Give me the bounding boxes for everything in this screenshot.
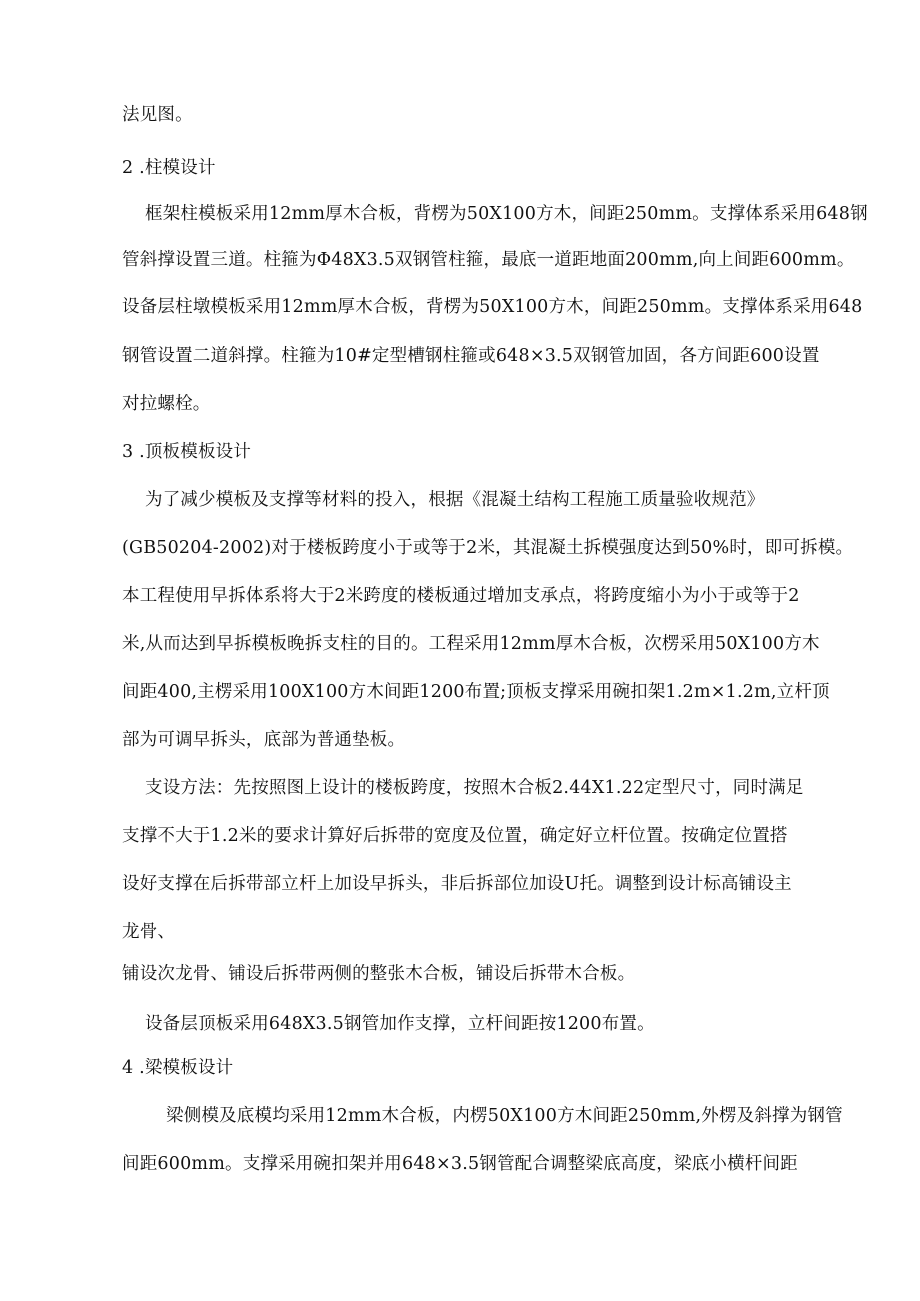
paragraph-line: 支撑不大于1.2米的要求计算好后拆带的宽度及位置，确定好立杆位置。按确定位置搭 bbox=[122, 826, 788, 846]
paragraph-line: 米,从而达到早拆模板晚拆支柱的目的。工程采用12mm厚木合板，次楞采用50X100方木 bbox=[122, 634, 820, 654]
section-heading-beam-formwork: 4 .梁模板设计 bbox=[122, 1058, 234, 1078]
paragraph-line: 支设方法：先按照图上设计的楼板跨度，按照木合板2.44X1.22定型尺寸，同时满足 bbox=[145, 778, 804, 798]
paragraph-line: 对拉螺栓。 bbox=[122, 394, 211, 414]
paragraph-line: 框架柱模板采用12mm厚木合板，背楞为50X100方木，间距250mm。支撑体系采用648钢 bbox=[145, 204, 868, 224]
paragraph-line: 管斜撑设置三道。柱箍为Φ48X3.5双钢管柱箍，最底一道距地面200mm,向上间距600mm。 bbox=[122, 250, 855, 270]
paragraph-line: 本工程使用早拆体系将大于2米跨度的楼板通过增加支承点，将跨度缩小为小于或等于2 bbox=[122, 586, 800, 606]
paragraph-line: 钢管设置二道斜撑。柱箍为10#定型槽钢柱箍或648×3.5双钢管加固，各方间距600设置 bbox=[122, 346, 820, 366]
paragraph-line: (GB50204-2002)对于楼板跨度小于或等于2米，其混凝土拆模强度达到50%时，即可拆模。 bbox=[122, 538, 854, 558]
paragraph-line: 为了减少模板及支撑等材料的投入，根据《混凝土结构工程施工质量验收规范》 bbox=[145, 490, 765, 510]
paragraph-line: 设好支撑在后拆带部立杆上加设早拆头，非后拆部位加设U托。调整到设计标高铺设主 bbox=[122, 874, 792, 894]
paragraph-line: 龙骨、 bbox=[122, 922, 176, 942]
paragraph-line: 间距600mm。支撑采用碗扣架并用648×3.5钢管配合调整梁底高度，梁底小横杆间距 bbox=[122, 1154, 798, 1174]
paragraph-line: 梁侧模及底模均采用12mm木合板，内楞50X100方木间距250mm,外楞及斜撑为钢管 bbox=[166, 1106, 843, 1126]
paragraph-line: 间距400,主楞采用100X100方木间距1200布置;顶板支撑采用碗扣架1.2m×1.2m,立杆顶 bbox=[122, 682, 830, 702]
paragraph-line: 设备层顶板采用648X3.5钢管加作支撑，立杆间距按1200布置。 bbox=[145, 1014, 655, 1034]
section-heading-slab-formwork: 3 .顶板模板设计 bbox=[122, 442, 252, 462]
paragraph-line: 部为可调早拆头，底部为普通垫板。 bbox=[122, 730, 406, 750]
paragraph-line: 设备层柱墩模板采用12mm厚木合板，背楞为50X100方木，间距250mm。支撑体系采用648 bbox=[122, 297, 863, 317]
section-heading-column-formwork: 2 .柱模设计 bbox=[122, 158, 216, 178]
text-line-fig-ref: 法见图。 bbox=[122, 105, 193, 125]
paragraph-line: 铺设次龙骨、铺设后拆带两侧的整张木合板，铺设后拆带木合板。 bbox=[122, 964, 636, 984]
